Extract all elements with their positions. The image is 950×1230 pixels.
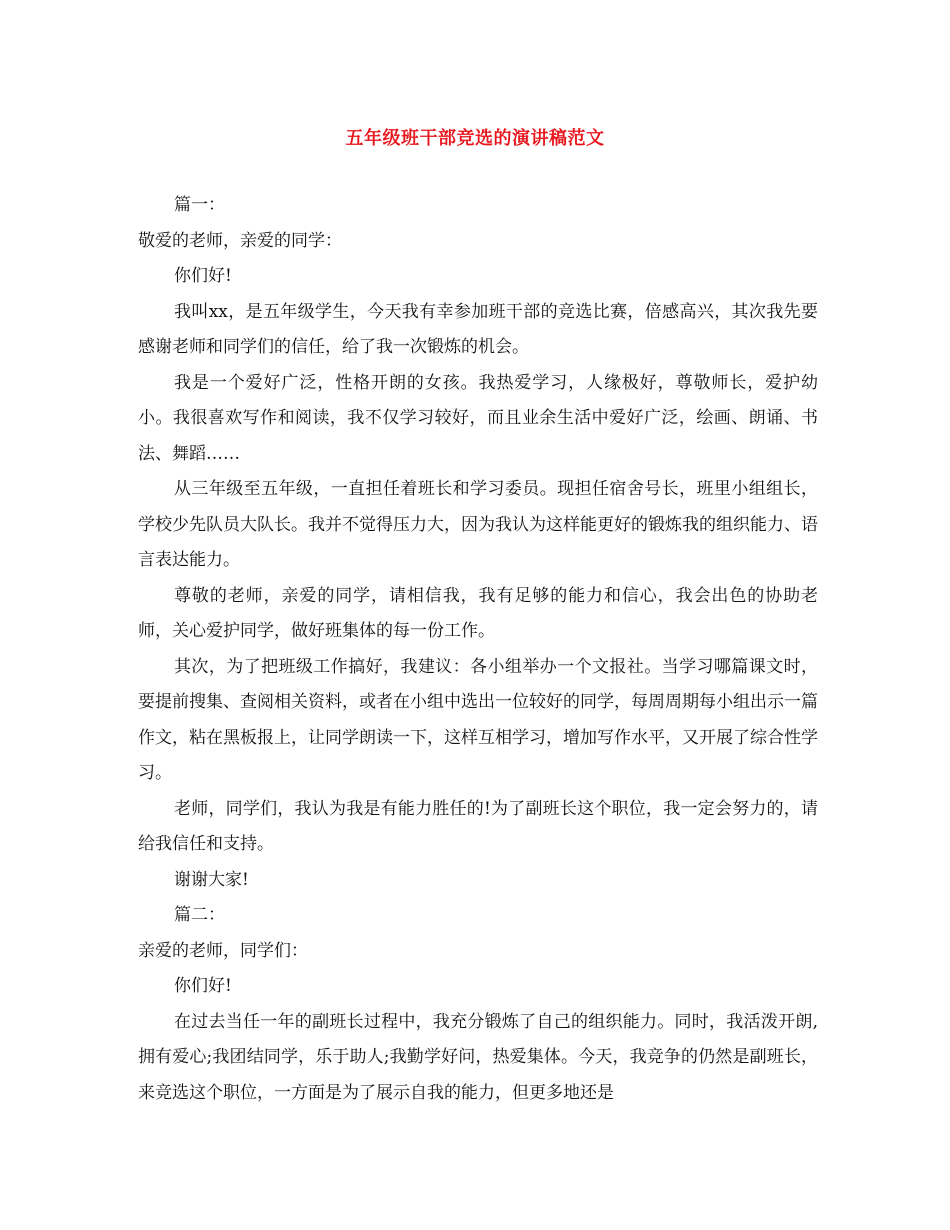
paragraph: 我是一个爱好广泛，性格开朗的女孩。我热爱学习，人缘极好，尊敬师长，爱护幼小。我很喜欢写作和阅读，我不仅学习较好，而且业余生活中爱好广泛，绘画、朗诵、书法、舞蹈…… <box>138 372 818 464</box>
paragraph: 篇二： <box>174 905 225 925</box>
paragraph: 亲爱的老师，同学们： <box>138 940 308 961</box>
paragraph: 从三年级至五年级，一直担任着班长和学习委员。现担任宿舍号长，班里小组组长，学校少先队员大队长。我并不觉得压力大，因为我认为这样能更好的锻炼我的组织能力、语言表达能力。 <box>138 479 818 570</box>
paragraph: 其次，为了把班级工作搞好，我建议：各小组举办一个文报社。当学习哪篇课文时，要提前搜集、查阅相关资料，或者在小组中选出一位较好的同学，每周周期每小组出示一篇作文，粘在黑板报上，让同学朗读一下，这样互相学习，增加写作水平，又开展了综合性学习。 <box>138 656 818 783</box>
document-title: 五年级班干部竞选的演讲稿范文 <box>345 128 605 149</box>
document-body <box>138 188 818 1111</box>
paragraph: 尊敬的老师，亲爱的同学，请相信我，我有足够的能力和信心，我会出色的协助老师，关心爱护同学，做好班集体的每一份工作。 <box>138 585 818 641</box>
paragraph: 你们好! <box>174 266 232 286</box>
paragraph: 敬爱的老师，亲爱的同学： <box>138 230 342 251</box>
paragraph: 篇一： <box>174 195 225 215</box>
paragraph: 在过去当任一年的副班长过程中，我充分锻炼了自己的组织能力。同时，我活泼开朗,拥有爱心;我团结同学，乐于助人;我勤学好问，热爱集体。今天，我竞争的仍然是副班长，来竞选这个职位，一方面是为了展示自我的能力，但更多地还是 <box>138 1011 818 1103</box>
paragraph: 老师，同学们，我认为我是有能力胜任的!为了副班长这个职位，我一定会努力的，请给我信任和支持。 <box>138 798 818 854</box>
paragraph: 谢谢大家! <box>174 869 249 890</box>
paragraph: 你们好! <box>174 976 232 996</box>
paragraph: 我叫xx，是五年级学生，今天我有幸参加班干部的竞选比赛，倍感高兴，其次我先要感谢老师和同学们的信任，给了我一次锻炼的机会。 <box>138 301 818 357</box>
